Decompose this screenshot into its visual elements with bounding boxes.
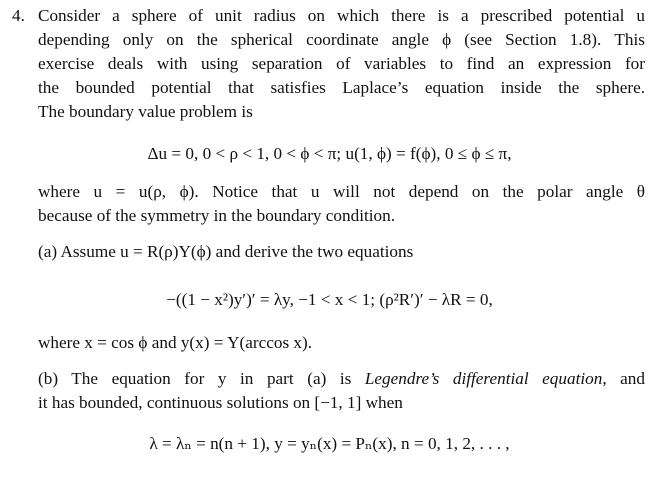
part-b-prefix: The equation for y in part (a) is	[71, 369, 365, 388]
part-a-where: where x = cos ϕ and y(x) = Y(arccos x).	[38, 333, 313, 352]
part-b-line-1	[38, 367, 645, 391]
part-a-equations: −((1 − x²)y′)′ = λy, −1 < x < 1; (ρ²R′)′ − λR = 0,	[166, 290, 493, 309]
part-b-equation: λ = λₙ = n(n + 1), y = yₙ(x) = Pₙ(x), n = 0, 1, 2, . . . ,	[149, 434, 510, 453]
part-b-label: (b)	[38, 369, 59, 388]
legendre-emphasis: Legendre’s differential equation	[364, 369, 603, 388]
part-a-statement	[38, 240, 645, 264]
part-a-text: Assume u = R(ρ)Y(ϕ) and derive the two equations	[60, 242, 414, 261]
part-b-suffix: , and	[602, 369, 645, 388]
boundary-value-equation: Δu = 0, 0 < ρ < 1, 0 < ϕ < π; u(1, ϕ) = f(ϕ), 0 ≤ ϕ ≤ π,	[147, 144, 512, 163]
intro-line-4: the bounded potential that satisfies Laplace’s equation inside the sphere.	[38, 78, 645, 97]
intro-line-3: exercise deals with using separation of variables to find an expression for	[38, 54, 645, 73]
intro-line-1: Consider a sphere of unit radius on which there is a prescribed potential u	[38, 6, 645, 25]
intro-line-2: depending only on the spherical coordinate angle ϕ (see Section 1.8). This	[38, 30, 645, 49]
where-line-1: where u = u(ρ, ϕ). Notice that u will not depend on the polar angle θ	[38, 182, 645, 201]
intro-line-5: The boundary value problem is	[38, 102, 253, 121]
where-line-2: because of the symmetry in the boundary condition.	[38, 206, 396, 225]
part-a-label: (a)	[38, 242, 58, 261]
problem-number: 4.	[12, 6, 25, 25]
part-b-line-2: it has bounded, continuous solutions on [−1, 1] when	[38, 393, 403, 412]
